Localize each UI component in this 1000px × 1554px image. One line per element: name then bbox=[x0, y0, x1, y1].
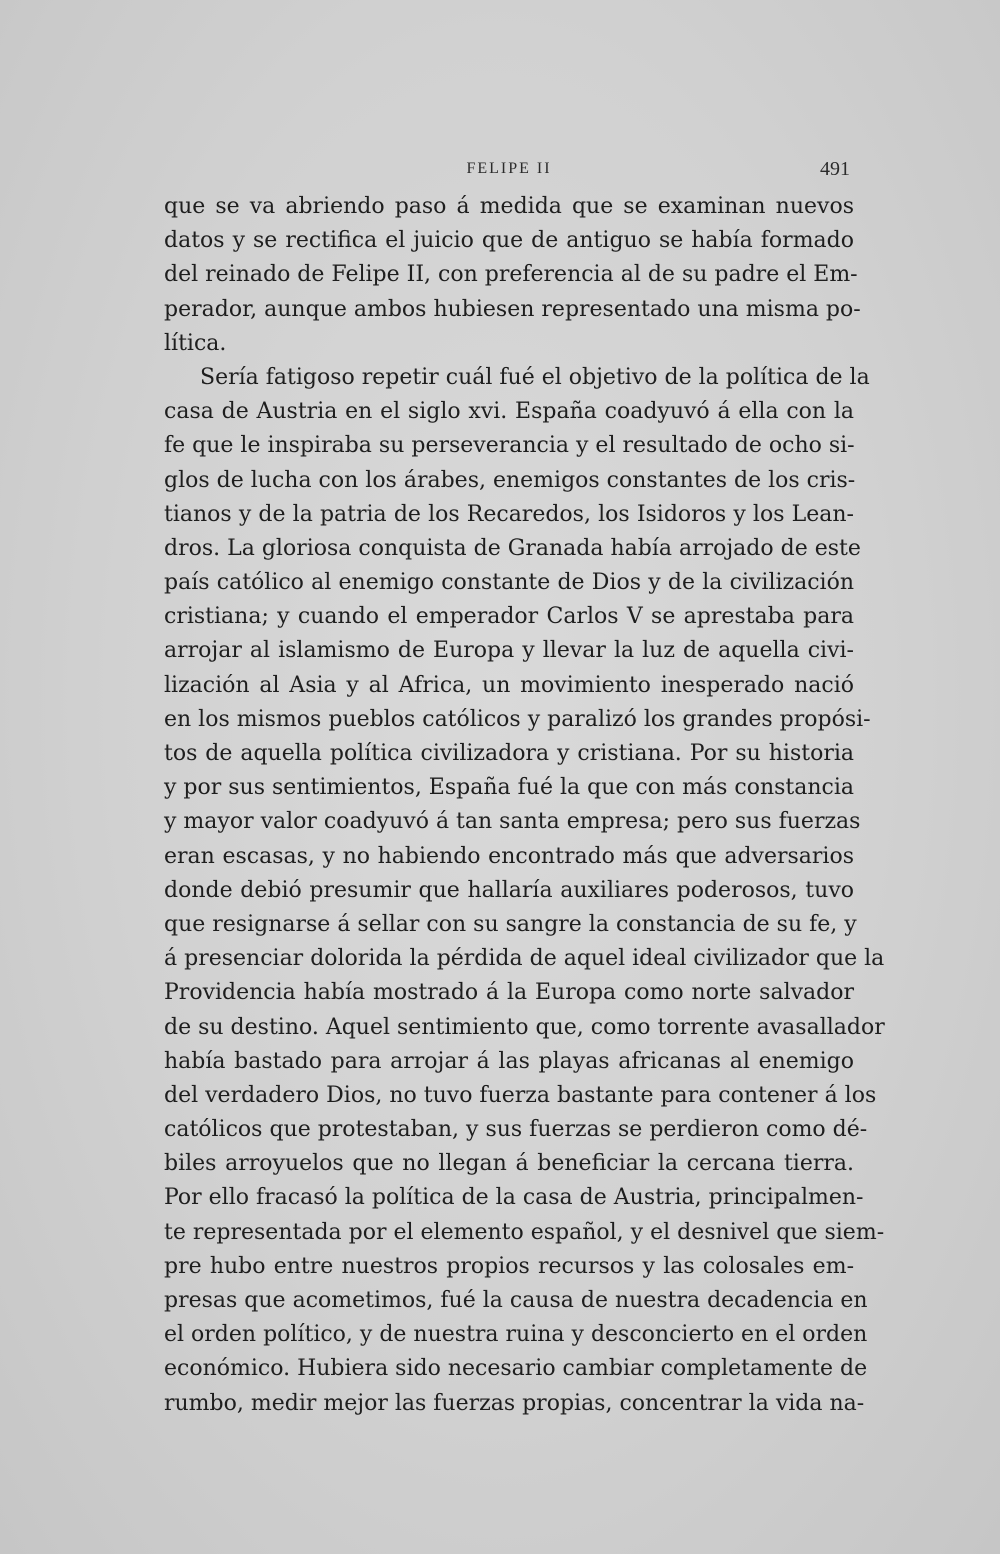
text-line: había bastado para arrojar á las playas africanas al enemigo bbox=[164, 1048, 854, 1074]
running-head: FELIPE II bbox=[466, 160, 552, 177]
text-line: Providencia había mostrado á la Europa como norte salvador bbox=[164, 980, 854, 1006]
text-line: rumbo, medir mejor las fuerzas propias, concentrar la vida na- bbox=[164, 1390, 865, 1416]
text-line: en los mismos pueblos católicos y paralizó los grandes propósi- bbox=[164, 706, 871, 732]
text-line: del reinado de Felipe II, con preferencia al de su padre el Em- bbox=[164, 262, 858, 288]
text-line: glos de lucha con los árabes, enemigos constantes de los cris- bbox=[164, 467, 856, 493]
text-line: biles arroyuelos que no llegan á beneficiar la cercana tierra. bbox=[164, 1151, 854, 1177]
text-line: presas que acometimos, fué la causa de nuestra decadencia en bbox=[164, 1288, 868, 1313]
text-line: eran escasas, y no habiendo encontrado más que adversarios bbox=[164, 843, 854, 869]
text-line: arrojar al islamismo de Europa y llevar la luz de aquella civi- bbox=[164, 638, 854, 664]
text-line: de su destino. Aquel sentimiento que, como torrente avasallador bbox=[164, 1014, 885, 1040]
text-line: casa de Austria en el siglo xvi. España coadyuvó á ella con la bbox=[164, 399, 854, 425]
text-line: Por ello fracasó la política de la casa de Austria, principalmen- bbox=[164, 1185, 864, 1211]
text-line: datos y se rectifica el juicio que de antiguo se había formado bbox=[164, 228, 854, 254]
text-line: donde debió presumir que hallaría auxiliares poderosos, tuvo bbox=[164, 877, 854, 903]
text-line: tianos y de la patria de los Recaredos, los Isidoros y los Lean- bbox=[164, 501, 854, 527]
text-line: del verdadero Dios, no tuvo fuerza bastante para contener á los bbox=[164, 1082, 877, 1108]
text-line: dros. La gloriosa conquista de Granada había arrojado de este bbox=[164, 535, 861, 561]
text-line: á presenciar dolorida la pérdida de aquel ideal civilizador que la bbox=[164, 946, 885, 972]
text-line: católicos que protestaban, y sus fuerzas se perdieron como dé- bbox=[164, 1117, 868, 1143]
text-line: el orden político, y de nuestra ruina y desconcierto en el orden bbox=[164, 1322, 868, 1348]
body-text bbox=[164, 190, 885, 1421]
page-header bbox=[168, 156, 850, 186]
text-line: cristiana; y cuando el emperador Carlos V se aprestaba para bbox=[164, 604, 854, 630]
text-line: país católico al enemigo constante de Dios y de la civilización bbox=[164, 570, 854, 596]
page-number: 491 bbox=[820, 158, 850, 180]
text-line: te representada por el elemento español, y el desnivel que siem- bbox=[164, 1219, 885, 1245]
text-line: tos de aquella política civilizadora y cristiana. Por su historia bbox=[164, 741, 854, 766]
text-line: pre hubo entre nuestros propios recursos y las colosales em- bbox=[164, 1253, 854, 1279]
text-line: económico. Hubiera sido necesario cambiar completamente de bbox=[164, 1356, 868, 1382]
text-line: que se va abriendo paso á medida que se examinan nuevos bbox=[164, 194, 854, 219]
text-line: y por sus sentimientos, España fué la que con más constancia bbox=[164, 775, 854, 801]
text-line: Sería fatigoso repetir cuál fué el objetivo de la política de la bbox=[200, 364, 870, 390]
text-line: lítica. bbox=[164, 330, 227, 356]
text-line: perador, aunque ambos hubiesen representado una misma po- bbox=[164, 296, 861, 322]
text-line: y mayor valor coadyuvó á tan santa empresa; pero sus fuerzas bbox=[164, 809, 861, 835]
text-line: lización al Asia y al Africa, un movimiento inesperado nació bbox=[164, 672, 854, 698]
text-line: fe que le inspiraba su perseverancia y el resultado de ocho si- bbox=[164, 433, 855, 459]
text-line: que resignarse á sellar con su sangre la constancia de su fe, y bbox=[164, 911, 857, 937]
